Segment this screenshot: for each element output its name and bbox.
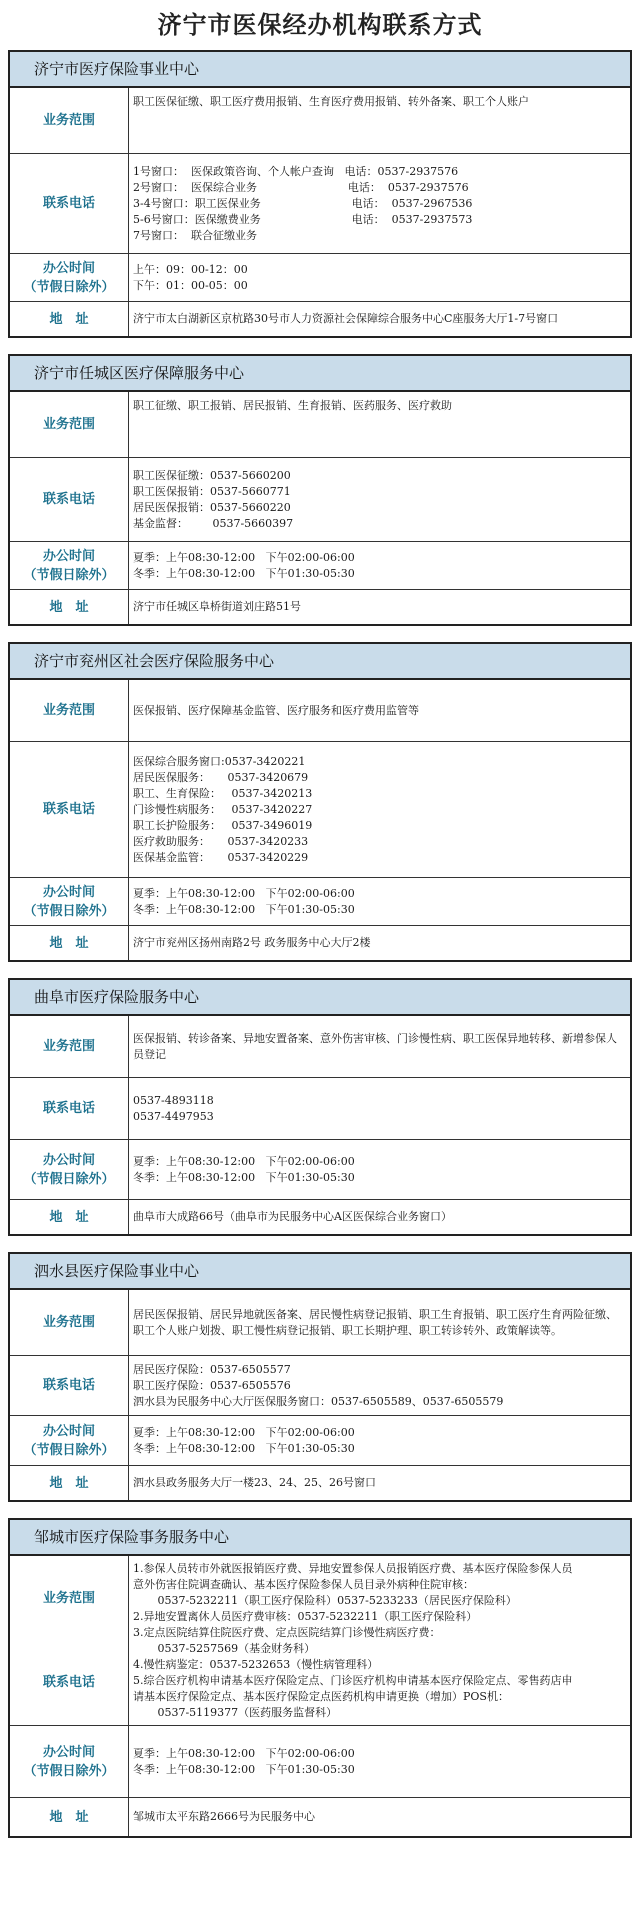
scope-label: 业务范围 bbox=[10, 1016, 129, 1077]
phone-row bbox=[10, 458, 630, 542]
address-label: 地 址 bbox=[10, 926, 129, 960]
scope-line: 请基本医疗保险定点、基本医疗保险定点医药机构申请更换（增加）POS机： bbox=[133, 1689, 509, 1703]
address-text: 济宁市太白湖新区京杭路30号市人力资源社会保障综合服务中心C座服务大厅1-7号窗口 bbox=[133, 312, 559, 325]
scope-label: 业务范围 bbox=[42, 1590, 95, 1606]
phone-line: 0537-4497953 bbox=[133, 1109, 214, 1123]
phone-row bbox=[10, 1078, 630, 1140]
scope-text: 职工征缴、职工报销、居民报销、生育报销、医药服务、医疗救助 bbox=[133, 399, 452, 412]
hours-row bbox=[10, 878, 630, 926]
agency-section-rencheng bbox=[8, 354, 632, 626]
address-row bbox=[10, 1798, 630, 1836]
hours-row bbox=[10, 1416, 630, 1466]
phone-line: 居民医疗保险：0537-6505577 bbox=[133, 1362, 291, 1376]
hours-text: 夏季：上午08:30-12:00 下午02:00-06:00 冬季：上午08:30-12:00 下午01:30-05:30 bbox=[133, 1425, 355, 1455]
address-row bbox=[10, 302, 630, 336]
phone-line: 职工医疗保险：0537-6505576 bbox=[133, 1378, 291, 1392]
scope-phone-list bbox=[129, 1556, 630, 1725]
address-label: 地 址 bbox=[10, 1466, 129, 1500]
address-row bbox=[10, 926, 630, 960]
hours-text: 夏季：上午08:30-12:00 下午02:00-06:00 冬季：上午08:30-12:00 下午01:30-05:30 bbox=[133, 550, 355, 580]
hours-label: 办公时间 （节假日除外） bbox=[10, 878, 129, 925]
section-title: 邹城市医疗保险事务服务中心 bbox=[10, 1520, 630, 1556]
address-row bbox=[10, 590, 630, 624]
scope-phone-labels bbox=[10, 1556, 129, 1725]
scope-row bbox=[10, 88, 630, 154]
scope-label: 业务范围 bbox=[10, 392, 129, 457]
phone-list bbox=[129, 1078, 630, 1139]
address-label: 地 址 bbox=[10, 1200, 129, 1234]
phone-line: 医保基金监管： 0537-3420229 bbox=[133, 850, 309, 864]
phone-list bbox=[129, 154, 630, 253]
address-text: 邹城市太平东路2666号为民服务中心 bbox=[133, 1810, 315, 1823]
hours-row bbox=[10, 1140, 630, 1200]
phone-list bbox=[129, 1356, 630, 1415]
scope-label: 业务范围 bbox=[10, 1290, 129, 1355]
phone-list bbox=[129, 458, 630, 541]
hours-text: 上午：09：00-12：00 下午：01：00-05：00 bbox=[133, 262, 248, 292]
hours-text: 夏季：上午08:30-12:00 下午02:00-06:00 冬季：上午08:30-12:00 下午01:30-05:30 bbox=[133, 1746, 355, 1776]
scope-row bbox=[10, 680, 630, 742]
section-title: 泗水县医疗保险事业中心 bbox=[10, 1254, 630, 1290]
phone-line: 0537-4893118 bbox=[133, 1093, 214, 1107]
section-title: 曲阜市医疗保险服务中心 bbox=[10, 980, 630, 1016]
phone-line: 2号窗口： 医保综合业务 电话： 0537-2937576 bbox=[133, 180, 469, 194]
scope-line: 2.异地安置离休人员医疗费审核：0537-5232211（职工医疗保险科） bbox=[133, 1609, 478, 1623]
phone-line: 门诊慢性病服务： 0537-3420227 bbox=[133, 802, 313, 816]
phone-line: 居民医保服务： 0537-3420679 bbox=[133, 770, 309, 784]
phone-line: 医保综合服务窗口:0537-3420221 bbox=[133, 754, 306, 768]
phone-line: 职工长护险服务： 0537-3496019 bbox=[133, 818, 313, 832]
agency-section-yanzhou bbox=[8, 642, 632, 962]
phone-label: 联系电话 bbox=[10, 742, 129, 877]
hours-label: 办公时间 （节假日除外） bbox=[10, 1416, 129, 1465]
scope-line: 0537-5257569（基金财务科） bbox=[133, 1641, 316, 1655]
section-title: 济宁市兖州区社会医疗保险服务中心 bbox=[10, 644, 630, 680]
phone-line: 7号窗口： 联合征缴业务 bbox=[133, 228, 257, 242]
phone-label: 联系电话 bbox=[10, 1078, 129, 1139]
phone-line: 3-4号窗口：职工医保业务 电话： 0537-2967536 bbox=[133, 196, 473, 210]
address-text: 泗水县政务服务大厅一楼23、24、25、26号窗口 bbox=[133, 1476, 376, 1489]
phone-label: 联系电话 bbox=[10, 154, 129, 253]
hours-text: 夏季：上午08:30-12:00 下午02:00-06:00 冬季：上午08:30-12:00 下午01:30-05:30 bbox=[133, 1154, 355, 1184]
phone-list bbox=[129, 742, 630, 877]
phone-row bbox=[10, 154, 630, 254]
hours-label: 办公时间 （节假日除外） bbox=[10, 254, 129, 301]
address-label: 地 址 bbox=[10, 1798, 129, 1836]
scope-label: 业务范围 bbox=[10, 680, 129, 741]
scope-text: 医保报销、转诊备案、异地安置备案、意外伤害审核、门诊慢性病、职工医保异地转移、新增参保人员登记 bbox=[133, 1031, 617, 1061]
scope-line: 3.定点医院结算住院医疗费、定点医院结算门诊慢性病医疗费： bbox=[133, 1625, 441, 1639]
scope-line: 5.综合医疗机构申请基本医疗保险定点、门诊医疗机构申请基本医疗保险定点、零售药店申 bbox=[133, 1673, 573, 1687]
page-title: 济宁市医保经办机构联系方式 bbox=[157, 11, 483, 39]
section-title: 济宁市任城区医疗保障服务中心 bbox=[10, 356, 630, 392]
scope-row bbox=[10, 1290, 630, 1356]
hours-row bbox=[10, 1726, 630, 1798]
address-label: 地 址 bbox=[10, 590, 129, 624]
hours-label: 办公时间 （节假日除外） bbox=[10, 1140, 129, 1199]
scope-phone-row bbox=[10, 1556, 630, 1726]
scope-line: 0537-5119377（医药服务监督科） bbox=[133, 1705, 338, 1719]
scope-label: 业务范围 bbox=[10, 88, 129, 153]
agency-section-jining bbox=[8, 50, 632, 338]
phone-row bbox=[10, 1356, 630, 1416]
hours-label: 办公时间 （节假日除外） bbox=[10, 1726, 129, 1797]
scope-line: 0537-5232211（职工医疗保险科）0537-5233233（居民医疗保险科） bbox=[133, 1593, 517, 1607]
scope-line: 意外伤害住院调查确认、基本医疗保险参保人员目录外病种住院审核： bbox=[133, 1577, 474, 1591]
phone-line: 职工医保报销：0537-5660771 bbox=[133, 484, 291, 498]
hours-row bbox=[10, 542, 630, 590]
scope-text: 职工医保征缴、职工医疗费用报销、生育医疗费用报销、转外备案、职工个人账户 bbox=[133, 95, 529, 108]
address-text: 曲阜市大成路66号（曲阜市为民服务中心A区医保综合业务窗口） bbox=[133, 1210, 452, 1223]
phone-line: 医疗救助服务： 0537-3420233 bbox=[133, 834, 309, 848]
phone-line: 1号窗口： 医保政策咨询、个人帐户查询 电话：0537-2937576 bbox=[133, 164, 459, 178]
agency-section-qufu bbox=[8, 978, 632, 1236]
scope-line: 4.慢性病鉴定：0537-5232653（慢性病管理科） bbox=[133, 1657, 379, 1671]
phone-label: 联系电话 bbox=[10, 458, 129, 541]
hours-row bbox=[10, 254, 630, 302]
phone-row bbox=[10, 742, 630, 878]
phone-label: 联系电话 bbox=[10, 1356, 129, 1415]
address-text: 济宁市兖州区扬州南路2号 政务服务中心大厅2楼 bbox=[133, 936, 371, 949]
hours-text: 夏季：上午08:30-12:00 下午02:00-06:00 冬季：上午08:30-12:00 下午01:30-05:30 bbox=[133, 886, 355, 916]
phone-label: 联系电话 bbox=[42, 1675, 95, 1691]
scope-text: 居民医保报销、居民异地就医备案、居民慢性病登记报销、职工生育报销、职工医疗生育两险征缴、职工个人账户划拨、职工慢性病登记报销、职工长期护理、职工转诊转外、政策解读等。 bbox=[133, 1307, 617, 1337]
agency-section-zoucheng bbox=[8, 1518, 632, 1838]
phone-line: 基金监督： 0537-5660397 bbox=[133, 516, 294, 530]
scope-text: 医保报销、医疗保障基金监管、医疗服务和医疗费用监管等 bbox=[133, 703, 419, 717]
scope-row bbox=[10, 1016, 630, 1078]
address-text: 济宁市任城区阜桥街道刘庄路51号 bbox=[133, 600, 301, 613]
address-label: 地 址 bbox=[10, 302, 129, 336]
phone-line: 居民医保报销：0537-5660220 bbox=[133, 500, 291, 514]
section-title: 济宁市医疗保险事业中心 bbox=[10, 52, 630, 88]
scope-line: 1.参保人员转市外就医报销医疗费、异地安置参保人员报销医疗费、基本医疗保险参保人员 bbox=[133, 1561, 573, 1575]
hours-label: 办公时间 （节假日除外） bbox=[10, 542, 129, 589]
phone-line: 职工、生育保险： 0537-3420213 bbox=[133, 786, 313, 800]
phone-line: 职工医保征缴：0537-5660200 bbox=[133, 468, 291, 482]
phone-line: 泗水县为民服务中心大厅医保服务窗口：0537-6505589、0537-6505579 bbox=[133, 1394, 504, 1408]
address-row bbox=[10, 1466, 630, 1500]
address-row bbox=[10, 1200, 630, 1234]
agency-section-sishui bbox=[8, 1252, 632, 1502]
phone-line: 5-6号窗口：医保缴费业务 电话： 0537-2937573 bbox=[133, 212, 473, 226]
scope-row bbox=[10, 392, 630, 458]
